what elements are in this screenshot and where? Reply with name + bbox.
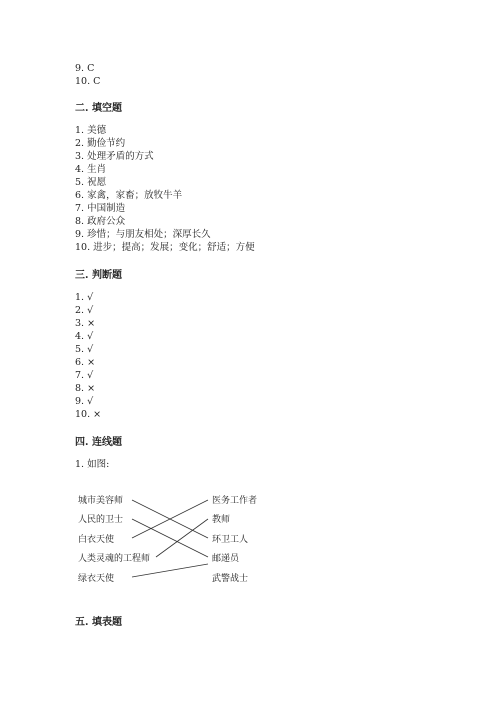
answer-line: 3. × bbox=[75, 318, 96, 329]
section-heading: 五. 填表题 bbox=[75, 617, 122, 628]
left-item: 人民的卫士 bbox=[78, 515, 124, 525]
right-item: 武警战士 bbox=[212, 574, 249, 584]
right-item: 邮递员 bbox=[212, 554, 240, 564]
answer-line: 1. √ bbox=[75, 292, 94, 303]
answer-line: 5. √ bbox=[75, 344, 94, 355]
answer-line: 8. 政府公众 bbox=[75, 216, 126, 227]
answer-line: 9. 珍惜；与朋友相处；深厚长久 bbox=[75, 229, 211, 240]
section-heading: 三. 判断题 bbox=[75, 270, 122, 281]
answer-line: 3. 处理矛盾的方式 bbox=[75, 151, 154, 162]
answer-line: 2. √ bbox=[75, 305, 94, 316]
answer-line: 6. 家禽，家畜；放牧牛羊 bbox=[75, 190, 183, 201]
answer-line: 9. C bbox=[75, 63, 95, 74]
answer-line: 9. √ bbox=[75, 396, 94, 407]
left-item: 人类灵魂的工程师 bbox=[78, 554, 151, 564]
section-heading: 四. 连线题 bbox=[75, 437, 122, 448]
answer-line: 10. × bbox=[75, 409, 102, 420]
right-item: 环卫工人 bbox=[212, 535, 249, 545]
answer-line: 5. 祝愿 bbox=[75, 177, 107, 188]
answer-line: 7. 中国制造 bbox=[75, 203, 126, 214]
right-item: 教师 bbox=[212, 515, 231, 525]
answer-line: 10. C bbox=[75, 76, 101, 87]
match-line bbox=[132, 564, 208, 577]
match-line bbox=[132, 519, 208, 557]
answer-line: 2. 勤俭节约 bbox=[75, 138, 126, 149]
answer-line: 8. × bbox=[75, 383, 96, 394]
left-item: 绿衣天使 bbox=[78, 574, 115, 584]
answer-line: 1. 如图: bbox=[75, 459, 110, 470]
left-item: 白衣天使 bbox=[78, 535, 115, 545]
answer-line: 4. √ bbox=[75, 331, 94, 342]
answer-line: 7. √ bbox=[75, 370, 94, 381]
answer-line: 4. 生肖 bbox=[75, 164, 107, 175]
section-heading: 二. 填空题 bbox=[75, 103, 122, 114]
left-item: 城市美容师 bbox=[78, 496, 124, 506]
answer-line: 1. 美德 bbox=[75, 125, 107, 136]
answer-line: 10. 进步；提高；发展；变化；舒适；方便 bbox=[75, 242, 255, 253]
right-item: 医务工作者 bbox=[212, 496, 258, 506]
answer-line: 6. × bbox=[75, 357, 96, 368]
matching-diagram bbox=[70, 488, 290, 588]
